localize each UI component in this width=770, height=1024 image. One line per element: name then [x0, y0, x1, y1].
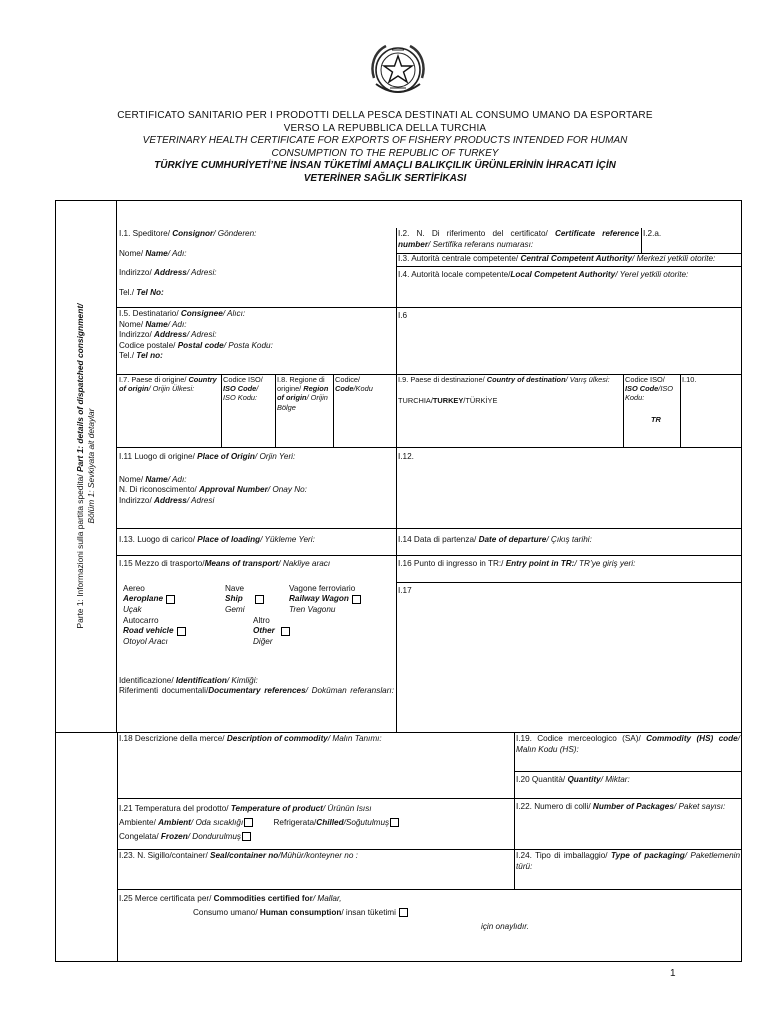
road-vehicle-checkbox[interactable]	[177, 627, 186, 636]
certificate-titles	[100, 110, 670, 185]
title-italian-1: CERTIFICATO SANITARIO PER I PRODOTTI DELLA PESCA DESTINATI AL CONSUMO UMANO DA ESPORTARE	[117, 110, 653, 121]
entry-point-cell: I.16 Punto di ingresso in TR:/ Entry point in TR:/ TR’ye giriş yeri:	[398, 559, 636, 568]
temperature-of-product-cell: I.21 Temperatura del prodotto/ Temperature of product/ Ürünün Isısı Ambiente/ Ambient/ Oda sıcaklığı Refrigerata/Chilled/Soğutulmuş Congelata/ Frozen/ Dondurulmuş	[117, 798, 514, 849]
other-checkbox[interactable]	[281, 627, 290, 636]
number-of-packages-cell: I.22. Numero di colli/ Number of Packages/ Paket sayısı:	[516, 802, 726, 811]
railway-wagon-checkbox[interactable]	[352, 595, 361, 604]
consignor-cell: I.1. Speditore/ Consignor/ Gönderen: Nome/ Name/ Adı: Indirizzo/ Address/ Adresi: Tel./ Tel No:	[119, 229, 257, 297]
title-turkish-2: VETERİNER SAĞLIK SERTİFİKASI	[303, 172, 467, 184]
frozen-checkbox[interactable]	[242, 832, 251, 841]
means-of-transport-cell: I.15 Mezzo di trasporto/Means of transport/ Nakliye aracı Aereo Aeroplane Uçak Nave Ship Gemi Vagone ferroviario Railway Wagon Tren Vagonu Autocarro Road vehicle Otoyol Aracı Altro Other Diğer Identificazione/ Identification/ Kimliği: Riferimenti documentali/Documentary references/ Doküman referansları:	[119, 559, 394, 696]
quantity-cell: I.20 Quantità/ Quantity/ Miktar:	[516, 775, 630, 784]
field-i10: I.10.	[682, 375, 697, 384]
aeroplane-checkbox[interactable]	[166, 595, 175, 604]
type-of-packaging-cell: I.24. Tipo di imballaggio/ Type of packaging/ Paketlemenin türü:	[516, 851, 741, 871]
field-i6: I.6	[398, 311, 408, 320]
title-english-2: CONSUMPTION TO THE REPUBLIC OF TURKEY	[271, 147, 499, 159]
side-label-italian: Parte 1: Informazioni sulla partita spedita/	[75, 472, 85, 629]
local-authority-cell: I.4. Autorità locale competente/Local Competent Authority/ Yerel yetkili otorite:	[398, 270, 689, 279]
country-of-origin-cell: I.7. Paese di origine/ Country of origin/ Orijin Ülkesi:	[119, 375, 217, 394]
place-of-origin-cell: I.11 Luogo di origine/ Place of Origin/ Orjin Yeri: Nome/ Name/ Adı: N. Di riconoscimento/ Approval Number/ Onay No: Indirizzo/ Address/ Adresi	[119, 452, 307, 505]
title-english-1: VETERINARY HEALTH CERTIFICATE FOR EXPORTS OF FISHERY PRODUCTS INTENDED FOR HUMAN	[142, 135, 628, 146]
page-number: 1	[670, 968, 676, 979]
consignee-cell: I.5. Destinatario/ Consignee/ Alıcı: Nome/ Name/ Adı: Indirizzo/ Address/ Adresi: Codice postale/ Postal code/ Posta Kodu: Tel./ Tel no:	[119, 309, 273, 361]
title-italian-2: VERSO LA REPUBBLICA DELLA TURCHIA	[283, 122, 487, 134]
field-i12: I.12.	[398, 452, 414, 461]
side-label-turkish: Bölüm 1: Sevkiyata ait detaylar	[86, 408, 96, 524]
country-of-destination-cell: I.9. Paese di destinazione/ Country of destination/ Varış ülkesi: TURCHIA/TURKEY/TÜRKİYE	[398, 375, 610, 406]
field-i17: I.17	[398, 586, 412, 595]
side-label-english: Part 1: details of dispatched consignment/	[75, 303, 85, 473]
commodity-hs-code-cell: I.19. Codice merceologico (SA)/ Commodity (HS) code/ Malın Kodu (HS):	[516, 734, 740, 754]
italian-republic-emblem-icon	[366, 38, 430, 102]
iso-code-origin-cell: Codice ISO/ ISO Code/ ISO Kodu:	[223, 375, 263, 403]
field-i2a: I.2.a.	[643, 229, 662, 238]
part1-side-label	[55, 200, 117, 732]
ship-checkbox[interactable]	[255, 595, 264, 604]
title-turkish-1: TÜRKİYE CUMHURİYETİ’NE İNSAN TÜKETİMİ AMAÇLI BALIKÇILIK ÜRÜNLERİNİN İHRACATI İÇİN	[154, 160, 616, 171]
chilled-checkbox[interactable]	[390, 818, 399, 827]
iso-code-destination-cell: Codice ISO/ ISO Code/ISO Kodu: TR	[625, 375, 674, 424]
region-code-cell: Codice/ Code/Kodu	[335, 375, 373, 394]
commodities-certified-cell: I.25 Merce certificata per/ Commodities certified for/ Mallar, Consumo umano/ Human consumption/ insan tüketimi için onaylıdır.	[119, 894, 529, 931]
place-of-loading-cell: I.13. Luogo di carico/ Place of loading/ Yükleme Yeri:	[119, 535, 315, 544]
human-consumption-checkbox[interactable]	[399, 908, 408, 917]
ambient-checkbox[interactable]	[244, 818, 253, 827]
central-authority-cell: I.3. Autorità centrale competente/ Central Competent Authority/ Merkezi yetkili otorite:	[398, 254, 716, 263]
certificate-reference-cell: I.2. N. Di riferimento del certificato/ Certificate reference number/ Sertifika referans numarası:	[398, 229, 640, 249]
region-of-origin-cell: I.8. Regione di origine/ Region of origin/ Orijin Bölge	[277, 375, 329, 412]
seal-container-cell: I.23. N. Sigillo/container/ Seal/container no/Mühür/konteyner no :	[119, 851, 358, 860]
date-of-departure-cell: I.14 Data di partenza/ Date of departure/ Çıkış tarihi:	[398, 535, 592, 544]
description-of-commodity-cell: I.18 Descrizione della merce/ Description of commodity/ Malın Tanımı:	[119, 734, 382, 743]
